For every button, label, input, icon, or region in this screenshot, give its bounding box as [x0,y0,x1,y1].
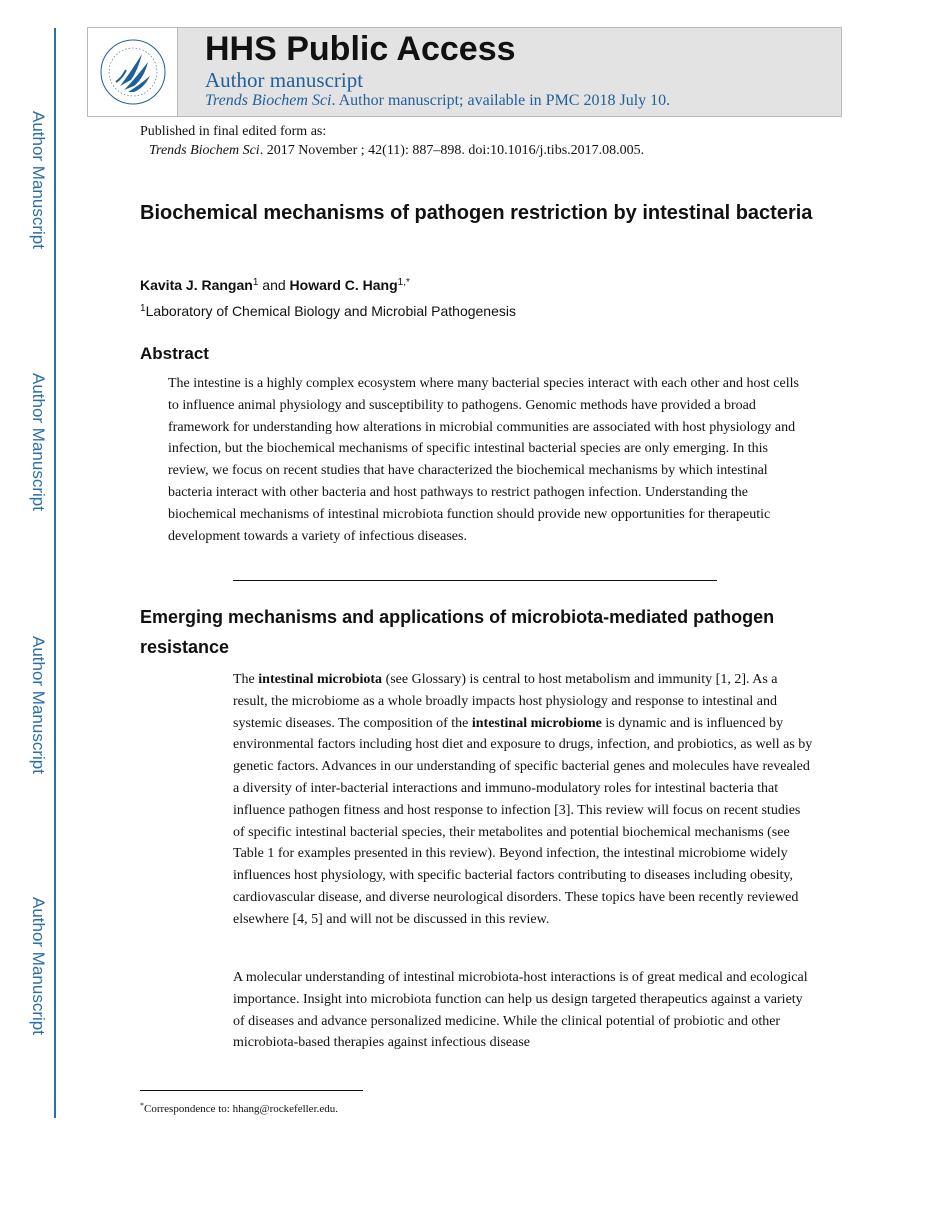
footnote-text: Correspondence to: hhang@rockefeller.edu. [144,1103,339,1115]
author-name: Howard C. Hang [289,277,398,293]
glossary-term: intestinal microbiome [471,715,602,731]
side-label-author-manuscript: Author Manuscript [29,111,48,249]
section-heading: Emerging mechanisms and applications of microbiota-mediated pathogen resistance [140,607,775,657]
article-title: Biochemical mechanisms of pathogen restriction by intestinal bacteria [140,202,813,224]
footnote [140,1103,338,1115]
affiliation-sup: 1 [140,303,146,314]
banner-availability-text: . Author manuscript; available in PMC 2018 July 10. [331,92,671,109]
banner-journal[interactable]: Trends Biochem Sci [205,92,332,109]
author-name: Kavita J. Rangan [140,277,253,293]
abstract-divider [233,580,717,581]
affiliation-text: Laboratory of Chemical Biology and Microbial Pathogenesis [145,303,516,319]
author-joiner: and [258,277,290,293]
abstract-heading: Abstract [140,344,209,363]
side-label-author-manuscript: Author Manuscript [29,373,48,511]
banner-title: HHS Public Access [205,30,516,68]
hhs-banner [87,27,842,117]
published-label: Published in final edited form as: [140,124,327,139]
author-list [140,277,410,293]
side-label-author-manuscript: Author Manuscript [29,897,48,1035]
text-run: The [233,672,259,687]
citation-details: . 2017 November ; 42(11): 887–898. doi:10.1016/j.tibs.2017.08.005. [259,143,645,158]
body-paragraph [233,669,813,931]
hhs-seal-icon [98,36,168,108]
footnote-divider [140,1090,363,1091]
text-run: is dynamic and is influenced by environmental factors including host diet and exposure to drugs, infection, and probiotics, as well as by genetic factors. Advances in our understanding of specific bacterial genes and molecules have revealed a diversity of inter-bacterial interactions and immuno-modulatory roles for intestinal bacteria that influence pathogen fitness and host response to infection [3]. This review will focus on recent studies of specific intestinal bacterial species, their metabolites and potential biochemical mechanisms (see Table 1 for examples presented in this review). Beyond infection, the intestinal microbiome widely influences host physiology, with specific bacterial factors contributing to diseases including obesity, cardiovascular disease, and diverse neurological disorders. These topics have been recently reviewed elsewhere [4, 5] and will not be discussed in this review. [233,715,813,927]
body-paragraph: A molecular understanding of intestinal microbiota-host interactions is of great medical and ecological importance. Insight into microbiota function can help us design targeted therapeutics against a variety of diseases and advance personalized medicine. While the clinical potential of probiotic and other microbiota-based therapies against infectious disease [233,970,808,1051]
banner-availability [205,92,670,110]
seal-container [88,28,178,116]
abstract-text: The intestine is a highly complex ecosystem where many bacterial species interact with each other and host cells to influence animal physiology and susceptibility to pathogens. Genomic methods have provided a broad framework for understanding how alterations in microbial communities are associated with host physiology and infection, but the biochemical mechanisms of specific intestinal bacterial species are only emerging. In this review, we focus on recent studies that have characterized the biochemical mechanisms by which intestinal bacteria interact with other bacteria and host pathways to restrict pathogen infection. Understanding the biochemical mechanisms of intestinal microbiota function should provide new opportunities for therapeutic development towards a variety of infectious diseases. [168,376,799,544]
banner-subtitle: Author manuscript [205,68,364,92]
text-run: (see Glossary) is central to host metabolism and immunity [1, 2]. As a result, the microbiome as a whole broadly impacts host physiology and response to intestinal and systemic diseases. The composition of the [233,672,778,731]
affiliation [140,303,516,319]
citation-journal: Trends Biochem Sci [149,143,260,158]
footnote-mark: * [140,1101,144,1110]
glossary-term: intestinal microbiota [258,672,383,687]
author-affil-sup: 1,* [397,277,410,288]
side-label-author-manuscript: Author Manuscript [29,636,48,774]
author-affil-sup: 1 [252,277,259,288]
citation [149,141,644,161]
